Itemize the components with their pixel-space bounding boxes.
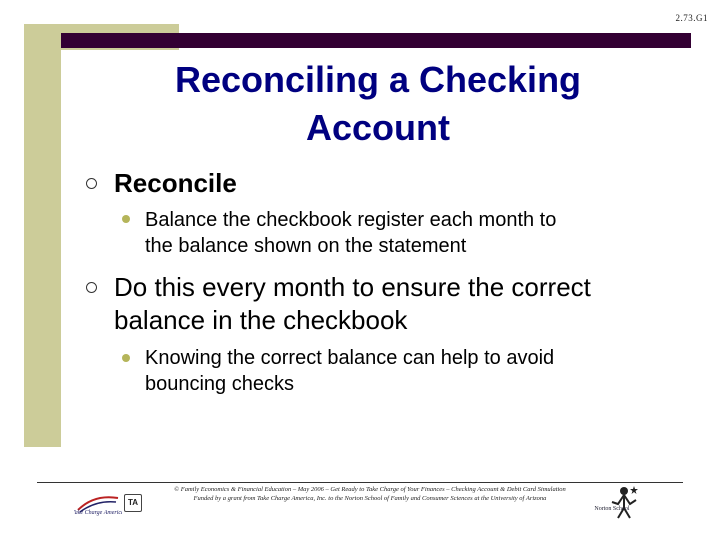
title-line-2: Account [306, 107, 450, 148]
bullet-2-sub-1-line-1: Knowing the correct balance can help to avoid [145, 347, 555, 369]
bullet-2-line-1: Do this every month to ensure the correct [114, 272, 591, 302]
norton-school-logo: Norton School [594, 506, 630, 512]
svg-text:Take Charge America: Take Charge America [74, 510, 122, 516]
footer-divider [37, 482, 683, 483]
bullet-1-sub-1 [145, 207, 556, 259]
bullet-2-sub-1 [145, 345, 554, 397]
bullet-2-sub-1-line-2: bouncing checks [145, 373, 294, 395]
bullet-1-text: Reconcile [114, 168, 237, 198]
bullet-2-line-2: balance in the checkbook [114, 305, 408, 335]
footer-line-2: Funded by a grant from Take Charge America, Inc. to the Norton School of Family and Consumer Sciences at the University of Arizona [193, 495, 547, 502]
take-charge-america-logo-icon [74, 488, 122, 516]
footer-line-1: © Family Economics & Financial Education – May 2006 – Get Ready to Take Charge of Your Finances – Checking Account & Debit Card Simulation [174, 486, 566, 493]
take-charge-america-logo [74, 488, 122, 516]
bullet-circle-icon [86, 178, 97, 189]
bullet-2-text [114, 271, 591, 337]
slide-number: 2.73.G1 [675, 13, 708, 23]
bullet-1-sub-1-line-1: Balance the checkbook register each month to [145, 209, 557, 231]
bullet-circle-icon [86, 282, 97, 293]
slide-title [61, 56, 695, 152]
decorative-side-bar [24, 24, 61, 447]
sub-bullet-dot-icon [122, 215, 130, 223]
decorative-top-bar [61, 33, 691, 48]
badge-icon: TA [124, 494, 142, 512]
title-line-1: Reconciling a Checking [174, 59, 582, 100]
sub-bullet-dot-icon [122, 354, 130, 362]
bullet-1-sub-1-line-2: the balance shown on the statement [145, 235, 467, 257]
